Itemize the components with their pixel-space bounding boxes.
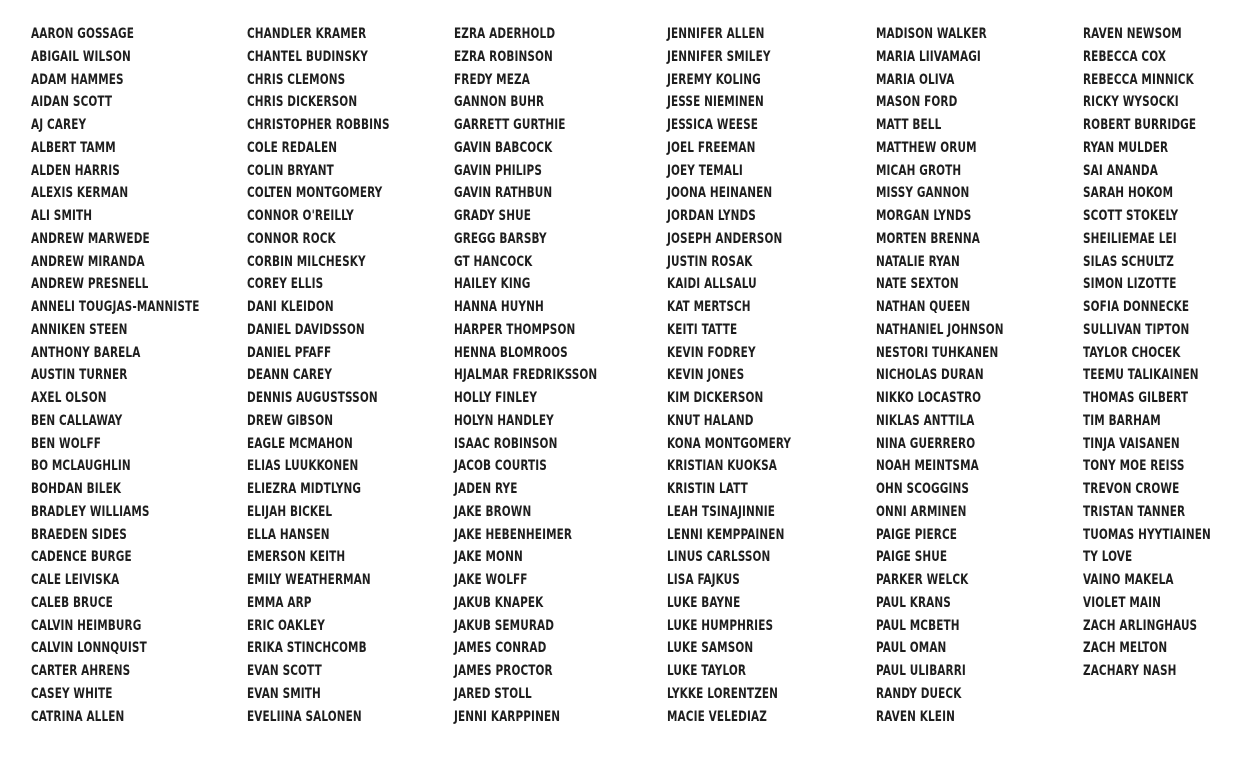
name-entry: JORDAN LYNDS: [667, 208, 756, 224]
name-entry: SAI ANANDA: [1083, 162, 1158, 179]
name-entry: CARTER AHRENS: [31, 663, 131, 679]
name-entry: HANNA HUYNH: [454, 299, 544, 315]
name-entry: ALDEN HARRIS: [31, 162, 120, 179]
name-entry: TY LOVE: [1083, 549, 1133, 566]
name-entry: JENNIFER ALLEN: [667, 26, 765, 42]
name-entry: MACIE VELEDIAZ: [667, 708, 767, 725]
name-entry: COLIN BRYANT: [247, 162, 334, 179]
name-entry: ERIKA STINCHCOMB: [247, 640, 367, 657]
name-entry: EVAN SMITH: [247, 685, 321, 702]
name-entry: PAUL MCBETH: [876, 617, 960, 634]
name-entry: REBECCA COX: [1083, 48, 1167, 65]
name-entry: AUSTIN TURNER: [31, 367, 128, 384]
name-entry: COLTEN MONTGOMERY: [247, 185, 383, 202]
name-entry: HJALMAR FREDRIKSSON: [454, 367, 598, 384]
name-entry: RAVEN KLEIN: [876, 708, 955, 725]
name-entry: HENNA BLOMROOS: [454, 344, 568, 361]
name-column-2: [247, 23, 421, 728]
name-entry: SULLIVAN TIPTON: [1083, 321, 1190, 338]
name-entry: JEREMY KOLING: [667, 71, 761, 88]
name-entry: EMILY WEATHERMAN: [247, 572, 371, 588]
name-entry: SOFIA DONNECKE: [1083, 299, 1190, 315]
name-entry: ABIGAIL WILSON: [31, 48, 131, 65]
name-entry: VIOLET MAIN: [1083, 594, 1162, 611]
name-entry: JOEY TEMALI: [667, 162, 743, 179]
name-entry: EZRA ROBINSON: [454, 48, 553, 65]
name-entry: THOMAS GILBERT: [1083, 390, 1189, 406]
name-entry: CHANTEL BUDINSKY: [247, 48, 368, 65]
name-entry: NOAH MEINTSMA: [876, 458, 979, 475]
name-entry: ANTHONY BARELA: [31, 344, 141, 361]
name-column-5: [876, 23, 1032, 728]
name-entry: HOLYN HANDLEY: [454, 412, 554, 429]
name-entry: JOONA HEINANEN: [667, 185, 773, 202]
name-entry: MARIA LIIVAMAGI: [876, 48, 981, 65]
name-entry: JESSE NIEMINEN: [667, 94, 764, 111]
name-entry: TAYLOR CHOCEK: [1083, 344, 1181, 361]
name-entry: MADISON WALKER: [876, 26, 987, 42]
name-entry: NESTORI TUHKANEN: [876, 344, 999, 361]
name-entry: JAKUB KNAPEK: [454, 594, 544, 611]
name-entry: BRADLEY WILLIAMS: [31, 503, 150, 520]
name-entry: KAIDI ALLSALU: [667, 276, 757, 293]
name-entry: MASON FORD: [876, 94, 958, 111]
name-entry: DREW GIBSON: [247, 412, 334, 429]
name-entry: HOLLY FINLEY: [454, 390, 538, 406]
name-entry: CHRIS DICKERSON: [247, 94, 358, 111]
name-entry: TONY MOE REISS: [1083, 458, 1185, 475]
name-entry: JOSEPH ANDERSON: [667, 230, 783, 247]
name-entry: KIM DICKERSON: [667, 390, 764, 406]
name-entry: CALVIN HEIMBURG: [31, 617, 142, 634]
name-entry: CALE LEIVISKA: [31, 572, 120, 588]
name-entry: LINUS CARLSSON: [667, 549, 771, 566]
name-entry: EVAN SCOTT: [247, 663, 322, 679]
name-entry: PAIGE PIERCE: [876, 526, 958, 543]
name-entry: AJ CAREY: [31, 117, 87, 133]
name-entry: MARIA OLIVA: [876, 71, 955, 88]
name-entry: VAINO MAKELA: [1083, 572, 1174, 588]
name-column-4: [667, 23, 818, 728]
name-entry: ANDREW MIRANDA: [31, 253, 145, 270]
name-entry: LYKKE LORENTZEN: [667, 685, 779, 702]
name-entry: JOEL FREEMAN: [667, 139, 756, 156]
name-entry: CONNOR O'REILLY: [247, 208, 354, 224]
name-entry: ADAM HAMMES: [31, 71, 124, 88]
name-entry: SHEILIEMAE LEI: [1083, 230, 1177, 247]
name-entry: JESSICA WEESE: [667, 117, 759, 133]
name-entry: TEEMU TALIKAINEN: [1083, 367, 1199, 384]
name-entry: JAKE WOLFF: [454, 572, 528, 588]
name-entry: ANDREW PRESNELL: [31, 276, 149, 293]
name-entry: NIKLAS ANTTILA: [876, 412, 975, 429]
name-entry: JACOB COURTIS: [454, 458, 547, 475]
name-entry: CALEB BRUCE: [31, 594, 113, 611]
name-entry: EVELIINA SALONEN: [247, 708, 362, 725]
name-entry: TUOMAS HYYTIAINEN: [1083, 526, 1211, 543]
name-entry: KEVIN FODREY: [667, 344, 756, 361]
name-entry: CHRIS CLEMONS: [247, 71, 346, 88]
name-column-6: [1083, 23, 1239, 683]
name-entry: LENNI KEMPPAINEN: [667, 526, 785, 543]
name-entry: KRISTIAN KUOKSA: [667, 458, 778, 475]
name-entry: DANI KLEIDON: [247, 299, 334, 315]
name-entry: DANIEL PFAFF: [247, 344, 332, 361]
name-entry: GAVIN PHILIPS: [454, 162, 542, 179]
name-entry: MORTEN BRENNA: [876, 230, 980, 247]
name-entry: BEN WOLFF: [31, 435, 102, 452]
name-entry: RICKY WYSOCKI: [1083, 94, 1179, 111]
name-entry: KONA MONTGOMERY: [667, 435, 792, 452]
name-entry: JENNIFER SMILEY: [667, 48, 771, 65]
name-entry: PARKER WELCK: [876, 572, 969, 588]
name-entry: ELIJAH BICKEL: [247, 503, 333, 520]
name-entry: BO MCLAUGHLIN: [31, 458, 131, 475]
name-entry: ELLA HANSEN: [247, 526, 330, 543]
name-entry: NATE SEXTON: [876, 276, 959, 293]
name-entry: GARRETT GURTHIE: [454, 117, 566, 133]
name-entry: BOHDAN BILEK: [31, 481, 122, 497]
name-entry: TREVON CROWE: [1083, 481, 1180, 497]
name-entry: NATHAN QUEEN: [876, 299, 971, 315]
name-entry: LEAH TSINAJINNIE: [667, 503, 776, 520]
name-entry: EMERSON KEITH: [247, 549, 346, 566]
name-entry: CORBIN MILCHESKY: [247, 253, 366, 270]
name-entry: GREGG BARSBY: [454, 230, 547, 247]
name-entry: CADENCE BURGE: [31, 549, 132, 566]
name-entry: CASEY WHITE: [31, 685, 113, 702]
name-entry: CHANDLER KRAMER: [247, 26, 367, 42]
name-entry: SIMON LIZOTTE: [1083, 276, 1177, 293]
name-entry: LUKE BAYNE: [667, 594, 741, 611]
name-entry: COLE REDALEN: [247, 139, 338, 156]
name-entry: GAVIN RATHBUN: [454, 185, 553, 202]
name-column-3: [454, 23, 629, 728]
name-entry: HARPER THOMPSON: [454, 321, 576, 338]
name-entry: GAVIN BABCOCK: [454, 139, 553, 156]
name-entry: CONNOR ROCK: [247, 230, 336, 247]
name-entry: KEVIN JONES: [667, 367, 745, 384]
name-entry: HAILEY KING: [454, 276, 531, 293]
name-entry: JENNI KARPPINEN: [454, 708, 561, 725]
name-entry: JAKE BROWN: [454, 503, 532, 520]
name-entry: ZACHARY NASH: [1083, 663, 1177, 679]
name-entry: SCOTT STOKELY: [1083, 208, 1179, 224]
name-entry: CALVIN LONNQUIST: [31, 640, 147, 657]
name-entry: MICAH GROTH: [876, 162, 962, 179]
name-entry: KNUT HALAND: [667, 412, 754, 429]
name-entry: JAKE MONN: [454, 549, 523, 566]
name-entry: OHN SCOGGINS: [876, 481, 970, 497]
name-entry: AXEL OLSON: [31, 390, 107, 406]
names-grid: [0, 23, 1251, 743]
name-entry: LUKE TAYLOR: [667, 663, 747, 679]
name-entry: CHRISTOPHER ROBBINS: [247, 117, 390, 133]
name-entry: MORGAN LYNDS: [876, 208, 972, 224]
name-entry: KAT MERTSCH: [667, 299, 751, 315]
name-entry: AARON GOSSAGE: [31, 26, 135, 42]
name-entry: EZRA ADERHOLD: [454, 26, 556, 42]
name-entry: ZACH ARLINGHAUS: [1083, 617, 1198, 634]
name-entry: ROBERT BURRIDGE: [1083, 117, 1197, 133]
name-entry: PAUL OMAN: [876, 640, 947, 657]
name-entry: TIM BARHAM: [1083, 412, 1161, 429]
name-entry: NATALIE RYAN: [876, 253, 960, 270]
name-entry: KRISTIN LATT: [667, 481, 748, 497]
name-entry: ANNIKEN STEEN: [31, 321, 128, 338]
name-entry: DENNIS AUGUSTSSON: [247, 390, 378, 406]
name-entry: MISSY GANNON: [876, 185, 970, 202]
name-entry: RYAN MULDER: [1083, 139, 1169, 156]
name-entry: JAMES CONRAD: [454, 640, 547, 657]
name-entry: LISA FAJKUS: [667, 572, 740, 588]
name-entry: ONNI ARMINEN: [876, 503, 967, 520]
name-entry: NINA GUERRERO: [876, 435, 976, 452]
name-entry: PAIGE SHUE: [876, 549, 948, 566]
name-entry: KEITI TATTE: [667, 321, 738, 338]
name-entry: ISAAC ROBINSON: [454, 435, 558, 452]
name-entry: EMMA ARP: [247, 594, 312, 611]
name-entry: NIKKO LOCASTRO: [876, 390, 982, 406]
name-entry: JAMES PROCTOR: [454, 663, 553, 679]
name-entry: EAGLE MCMAHON: [247, 435, 353, 452]
name-entry: JUSTIN ROSAK: [667, 253, 753, 270]
name-entry: NICHOLAS DURAN: [876, 367, 984, 384]
name-entry: TINJA VAISANEN: [1083, 435, 1180, 452]
name-entry: ANDREW MARWEDE: [31, 230, 150, 247]
name-entry: REBECCA MINNICK: [1083, 71, 1194, 88]
name-entry: ANNELI TOUGJAS-MANNISTE: [31, 299, 200, 315]
name-entry: LUKE SAMSON: [667, 640, 754, 657]
name-entry: LUKE HUMPHRIES: [667, 617, 774, 634]
name-entry: JARED STOLL: [454, 685, 532, 702]
name-entry: MATT BELL: [876, 117, 942, 133]
name-entry: ELIEZRA MIDTLYNG: [247, 481, 362, 497]
name-entry: FREDY MEZA: [454, 71, 530, 88]
name-entry: NATHANIEL JOHNSON: [876, 321, 1004, 338]
name-entry: JAKUB SEMURAD: [454, 617, 555, 634]
name-entry: TRISTAN TANNER: [1083, 503, 1186, 520]
name-entry: RAVEN NEWSOM: [1083, 26, 1182, 42]
name-entry: BRAEDEN SIDES: [31, 526, 127, 543]
name-entry: RANDY DUECK: [876, 685, 962, 702]
name-entry: BEN CALLAWAY: [31, 412, 123, 429]
name-entry: GT HANCOCK: [454, 253, 533, 270]
name-entry: ALEXIS KERMAN: [31, 185, 129, 202]
name-entry: ALBERT TAMM: [31, 139, 116, 156]
name-entry: PAUL KRANS: [876, 594, 951, 611]
name-entry: GANNON BUHR: [454, 94, 545, 111]
name-entry: PAUL ULIBARRI: [876, 663, 966, 679]
name-entry: SILAS SCHULTZ: [1083, 253, 1174, 270]
name-entry: ZACH MELTON: [1083, 640, 1168, 657]
name-entry: ALI SMITH: [31, 208, 93, 224]
name-entry: ERIC OAKLEY: [247, 617, 325, 634]
name-entry: GRADY SHUE: [454, 208, 532, 224]
name-entry: COREY ELLIS: [247, 276, 324, 293]
name-entry: DEANN CAREY: [247, 367, 333, 384]
name-entry: ELIAS LUUKKONEN: [247, 458, 359, 475]
name-entry: AIDAN SCOTT: [31, 94, 113, 111]
name-entry: JAKE HEBENHEIMER: [454, 526, 573, 543]
name-entry: SARAH HOKOM: [1083, 185, 1174, 202]
name-entry: CATRINA ALLEN: [31, 708, 125, 725]
name-column-1: [31, 23, 237, 728]
name-entry: DANIEL DAVIDSSON: [247, 321, 365, 338]
name-entry: MATTHEW ORUM: [876, 139, 977, 156]
name-entry: JADEN RYE: [454, 481, 518, 497]
